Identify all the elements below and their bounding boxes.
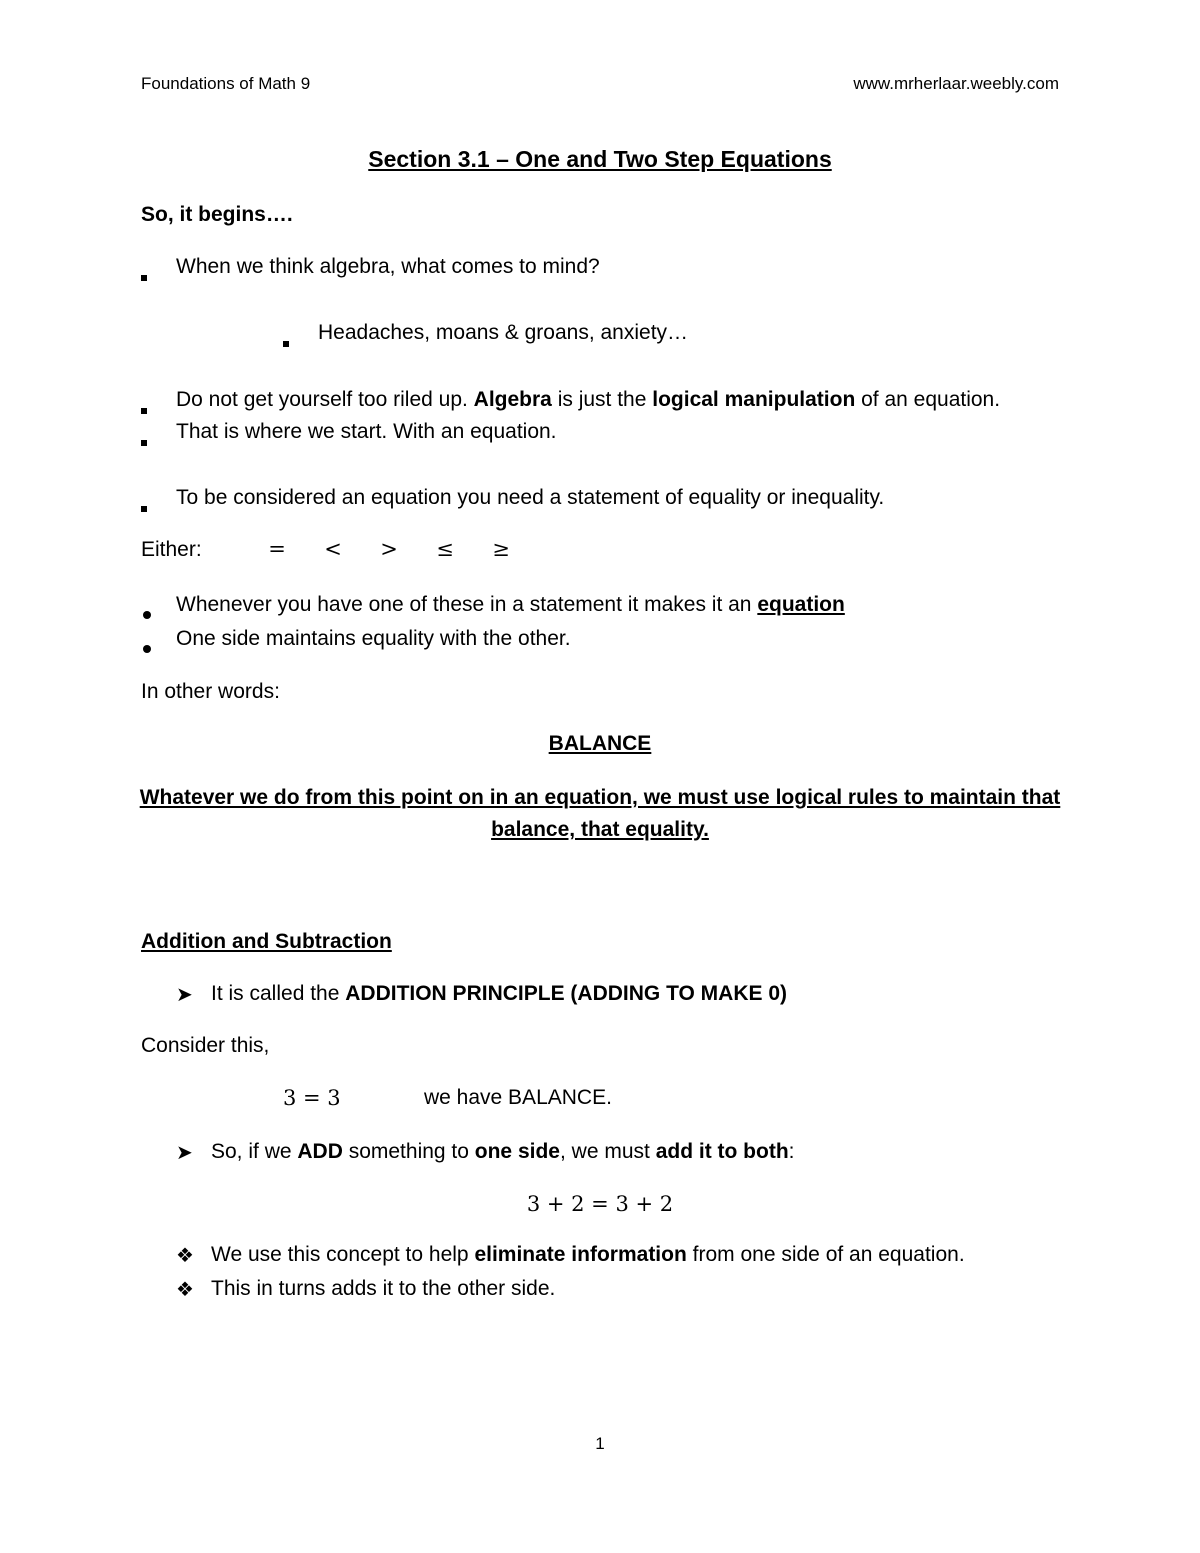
bullet-algebra-definition: Do not get yourself too riled up. Algebra is just the logical manipulation of an equation. bbox=[176, 388, 1001, 411]
equation-3-plus-2: 3 + 2 = 3 + 2 bbox=[526, 1192, 674, 1216]
bullet-one-side: One side maintains equality with the other. bbox=[176, 627, 571, 650]
diamond-bullet-icon: ❖ bbox=[176, 1245, 194, 1267]
square-bullet-icon bbox=[141, 440, 147, 446]
header-right: www.mrherlaar.weebly.com bbox=[853, 74, 1059, 93]
less-than-symbol: < bbox=[324, 537, 342, 561]
greater-equal-symbol: ≥ bbox=[492, 537, 510, 561]
bullet-headaches: Headaches, moans & groans, anxiety… bbox=[318, 321, 689, 344]
balance-heading: BALANCE bbox=[548, 732, 652, 755]
page-number: 1 bbox=[595, 1434, 605, 1453]
header-left: Foundations of Math 9 bbox=[141, 74, 311, 93]
in-other-words: In other words: bbox=[141, 680, 280, 703]
equation-term: equation bbox=[757, 593, 845, 616]
arrow-bullet-icon: ➤ bbox=[176, 1142, 193, 1164]
intro-heading: So, it begins…. bbox=[141, 203, 293, 226]
square-bullet-icon bbox=[141, 506, 147, 512]
consider-this: Consider this, bbox=[141, 1034, 270, 1057]
rule-line-2: balance, that equality. bbox=[491, 818, 709, 841]
square-bullet-icon bbox=[141, 275, 147, 281]
bullet-whenever: Whenever you have one of these in a statement it makes it an equation bbox=[176, 593, 845, 616]
page-title: Section 3.1 – One and Two Step Equations bbox=[368, 146, 832, 172]
greater-than-symbol: > bbox=[380, 537, 398, 561]
other-side: This in turns adds it to the other side. bbox=[211, 1277, 556, 1300]
round-bullet-icon bbox=[143, 645, 151, 653]
addition-principle: It is called the ADDITION PRINCIPLE (ADDING TO MAKE 0) bbox=[211, 982, 788, 1005]
square-bullet-icon bbox=[283, 341, 289, 347]
either-label: Either: bbox=[141, 538, 202, 561]
round-bullet-icon bbox=[143, 611, 151, 619]
relation-symbols bbox=[249, 537, 529, 561]
bullet-equation-requirement: To be considered an equation you need a statement of equality or inequality. bbox=[176, 486, 885, 509]
arrow-bullet-icon: ➤ bbox=[176, 984, 193, 1006]
balance-note: we have BALANCE. bbox=[424, 1086, 612, 1109]
eliminate-information: We use this concept to help eliminate information from one side of an equation. bbox=[211, 1243, 965, 1266]
addition-subtraction-heading: Addition and Subtraction bbox=[141, 930, 392, 953]
bullet-start-equation: That is where we start. With an equation. bbox=[176, 420, 557, 443]
square-bullet-icon bbox=[141, 408, 147, 414]
less-equal-symbol: ≤ bbox=[436, 537, 454, 561]
diamond-bullet-icon: ❖ bbox=[176, 1279, 194, 1301]
rule-line-1: Whatever we do from this point on in an equation, we must use logical rules to maintain that bbox=[139, 786, 1061, 809]
equation-3-equals-3: 3 = 3 bbox=[283, 1086, 341, 1110]
add-both-sides: So, if we ADD something to one side, we must add it to both: bbox=[211, 1140, 795, 1163]
equals-symbol: = bbox=[268, 537, 286, 561]
bullet-algebra-question: When we think algebra, what comes to mind? bbox=[176, 255, 600, 278]
